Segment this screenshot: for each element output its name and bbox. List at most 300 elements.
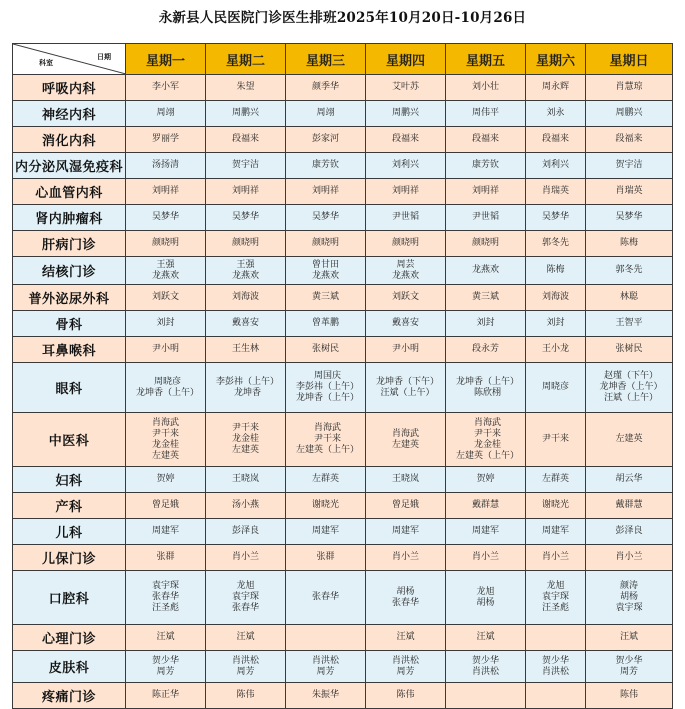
doctor-cell bbox=[526, 257, 586, 285]
doctor-cell bbox=[526, 231, 586, 257]
doctor-cell bbox=[366, 311, 446, 337]
doctor-cell bbox=[526, 363, 586, 413]
doctor-name: 龙旭 bbox=[546, 581, 565, 591]
doctor-name: 陈梅 bbox=[619, 238, 638, 248]
doctor-cell bbox=[446, 337, 526, 363]
doctor-cell bbox=[586, 413, 673, 467]
doctor-name: 袁宇琛 bbox=[231, 592, 259, 602]
doctor-cell bbox=[446, 75, 526, 101]
doctor-name: 周鹏兴 bbox=[391, 108, 419, 118]
doctor-cell bbox=[206, 545, 286, 571]
doctor-name: 周建军 bbox=[151, 526, 179, 536]
table-row bbox=[13, 651, 673, 683]
doctor-name: 段福来 bbox=[541, 134, 569, 144]
doctor-cell bbox=[526, 337, 586, 363]
doctor-name: 吴梦华 bbox=[151, 212, 179, 222]
doctor-name: 尹世韬 bbox=[391, 212, 419, 222]
doctor-name: 赵瑾（下午） bbox=[603, 371, 658, 381]
table-row bbox=[13, 519, 673, 545]
doctor-cell bbox=[286, 311, 366, 337]
doctor-cell bbox=[586, 651, 673, 683]
doctor-name: 刘明祥 bbox=[231, 186, 259, 196]
corner-cell bbox=[13, 44, 126, 75]
doctor-cell bbox=[206, 205, 286, 231]
dept-name: 心理门诊 bbox=[13, 625, 126, 651]
dept-name: 呼吸内科 bbox=[13, 75, 126, 101]
doctor-name: 刘明祥 bbox=[311, 186, 339, 196]
doctor-name: 龙旭 bbox=[236, 581, 255, 591]
doctor-cell bbox=[286, 683, 366, 709]
doctor-name: 汪斌 bbox=[619, 632, 638, 642]
doctor-cell bbox=[586, 285, 673, 311]
doctor-cell bbox=[586, 311, 673, 337]
doctor-name: 李彭祎（上午） bbox=[215, 376, 279, 387]
doctor-cell bbox=[586, 75, 673, 101]
doctor-name: 尹干来 bbox=[231, 423, 259, 433]
doctor-name: 左建英 bbox=[151, 450, 179, 461]
doctor-name: 肖小兰 bbox=[231, 552, 259, 562]
doctor-name: 张春华 bbox=[231, 603, 259, 613]
date-header-label: 日期 bbox=[97, 53, 111, 61]
doctor-cell bbox=[526, 651, 586, 683]
doctor-name: 张树民 bbox=[311, 344, 339, 354]
table-row bbox=[13, 75, 673, 101]
doctor-name: 段福来 bbox=[615, 134, 643, 144]
doctor-cell bbox=[586, 683, 673, 709]
doctor-name: 颜涛 bbox=[619, 581, 638, 591]
doctor-cell bbox=[526, 153, 586, 179]
doctor-cell bbox=[446, 683, 526, 709]
doctor-name: 陈欣栩 bbox=[473, 387, 501, 398]
doctor-name: 肖小兰 bbox=[615, 552, 643, 562]
doctor-cell bbox=[366, 493, 446, 519]
doctor-name: 龙坤香（下午） bbox=[375, 376, 439, 387]
doctor-cell bbox=[366, 625, 446, 651]
doctor-cell bbox=[206, 493, 286, 519]
doctor-cell bbox=[526, 519, 586, 545]
doctor-cell bbox=[446, 413, 526, 467]
doctor-name: 吴梦华 bbox=[615, 212, 643, 222]
doctor-name: 肖小兰 bbox=[471, 552, 499, 562]
doctor-name: 肖瑞英 bbox=[615, 186, 643, 196]
doctor-cell bbox=[206, 75, 286, 101]
doctor-name: 周芳 bbox=[396, 666, 415, 677]
doctor-cell bbox=[126, 153, 206, 179]
doctor-cell bbox=[126, 363, 206, 413]
doctor-name: 贺宇洁 bbox=[615, 160, 643, 170]
doctor-name: 左建英 bbox=[615, 434, 643, 444]
doctor-cell bbox=[126, 101, 206, 127]
dept-name: 疼痛门诊 bbox=[13, 683, 126, 709]
doctor-cell bbox=[586, 257, 673, 285]
dept-name: 皮肤科 bbox=[13, 651, 126, 683]
doctor-cell bbox=[526, 413, 586, 467]
doctor-cell bbox=[286, 101, 366, 127]
doctor-cell bbox=[446, 363, 526, 413]
doctor-name: 尹干来 bbox=[541, 434, 569, 444]
doctor-name: 刘明祥 bbox=[471, 186, 499, 196]
doctor-name: 肖海武 bbox=[391, 428, 419, 439]
doctor-name: 王智平 bbox=[615, 318, 643, 328]
doctor-name: 龙燕欢 bbox=[151, 270, 179, 281]
doctor-cell bbox=[526, 683, 586, 709]
table-row bbox=[13, 363, 673, 413]
doctor-name: 贺少华 bbox=[615, 655, 643, 666]
doctor-cell bbox=[586, 101, 673, 127]
page-title: 永新县人民医院门诊医生排班2025年10月20日-10月26日 bbox=[158, 10, 527, 26]
doctor-name: 戴喜安 bbox=[231, 318, 259, 328]
doctor-cell bbox=[286, 363, 366, 413]
header-row bbox=[13, 44, 673, 75]
doctor-cell bbox=[526, 179, 586, 205]
doctor-name: 王晓岚 bbox=[391, 474, 419, 484]
doctor-cell bbox=[126, 683, 206, 709]
doctor-name: 周翊 bbox=[316, 108, 335, 118]
dept-name: 口腔科 bbox=[13, 571, 126, 625]
doctor-name: 汪圣彪 bbox=[541, 603, 569, 613]
doctor-name: 尹小明 bbox=[391, 344, 419, 354]
doctor-cell bbox=[126, 75, 206, 101]
schedule-table bbox=[12, 43, 673, 709]
doctor-cell bbox=[286, 545, 366, 571]
doctor-name: 罗丽学 bbox=[151, 134, 179, 144]
doctor-cell bbox=[286, 651, 366, 683]
doctor-cell bbox=[286, 337, 366, 363]
doctor-name: 刘封 bbox=[156, 318, 175, 328]
doctor-name: 龙坤香（上午） bbox=[135, 387, 199, 398]
doctor-name: 贺婷 bbox=[476, 474, 495, 484]
doctor-name: 周永辉 bbox=[541, 82, 569, 92]
doctor-cell bbox=[446, 285, 526, 311]
doctor-name: 胡杨 bbox=[476, 597, 495, 608]
doctor-name: 左建英（上午） bbox=[455, 450, 519, 461]
doctor-name: 肖海武 bbox=[151, 417, 179, 428]
doctor-name: 周芳 bbox=[619, 666, 638, 677]
day-header: 星期二 bbox=[206, 44, 286, 75]
doctor-cell bbox=[366, 413, 446, 467]
doctor-name: 刘明祥 bbox=[151, 186, 179, 196]
doctor-name: 陈梅 bbox=[546, 265, 565, 275]
doctor-name: 段福来 bbox=[471, 134, 499, 144]
doctor-name: 颜晓明 bbox=[471, 238, 499, 248]
doctor-name: 周翊 bbox=[156, 108, 175, 118]
doctor-name: 龙燕欢 bbox=[471, 265, 499, 275]
doctor-name: 周国庆 bbox=[313, 371, 341, 381]
doctor-name: 龙金桂 bbox=[473, 439, 501, 450]
doctor-name: 龙坤香（上午） bbox=[599, 382, 663, 392]
doctor-name: 王晓岚 bbox=[231, 474, 259, 484]
doctor-name: 刘跃文 bbox=[391, 292, 419, 302]
doctor-cell bbox=[206, 683, 286, 709]
doctor-cell bbox=[206, 625, 286, 651]
doctor-cell bbox=[366, 571, 446, 625]
doctor-name: 袁宇琛 bbox=[615, 603, 643, 613]
doctor-cell bbox=[446, 311, 526, 337]
doctor-cell bbox=[586, 153, 673, 179]
doctor-name: 戴喜安 bbox=[391, 318, 419, 328]
doctor-name: 贺少华 bbox=[151, 655, 179, 666]
doctor-name: 王强 bbox=[236, 259, 255, 270]
doctor-name: 刘明祥 bbox=[391, 186, 419, 196]
doctor-name: 李小军 bbox=[151, 82, 179, 92]
doctor-cell bbox=[126, 493, 206, 519]
doctor-name: 陈伟 bbox=[236, 690, 255, 700]
doctor-name: 汪斌 bbox=[396, 632, 415, 642]
doctor-name: 周芳 bbox=[236, 666, 255, 677]
doctor-name: 吴梦华 bbox=[231, 212, 259, 222]
doctor-cell bbox=[126, 571, 206, 625]
doctor-name: 周晓彦 bbox=[153, 376, 181, 387]
doctor-name: 龙坤香（上午） bbox=[455, 376, 519, 387]
doctor-cell bbox=[526, 101, 586, 127]
doctor-cell bbox=[526, 205, 586, 231]
doctor-cell bbox=[586, 127, 673, 153]
doctor-cell bbox=[366, 683, 446, 709]
doctor-cell bbox=[446, 179, 526, 205]
doctor-cell bbox=[366, 257, 446, 285]
doctor-cell bbox=[366, 205, 446, 231]
doctor-name: 尹小明 bbox=[151, 344, 179, 354]
doctor-name: 吴梦华 bbox=[311, 212, 339, 222]
doctor-cell bbox=[366, 545, 446, 571]
doctor-cell bbox=[126, 231, 206, 257]
doctor-cell bbox=[526, 75, 586, 101]
doctor-cell bbox=[366, 153, 446, 179]
doctor-name: 肖洪松 bbox=[471, 666, 499, 677]
doctor-cell bbox=[126, 311, 206, 337]
doctor-cell bbox=[206, 571, 286, 625]
doctor-cell bbox=[126, 205, 206, 231]
dept-name: 产科 bbox=[13, 493, 126, 519]
doctor-cell bbox=[286, 519, 366, 545]
doctor-name: 周伟平 bbox=[471, 108, 499, 118]
doctor-cell bbox=[286, 153, 366, 179]
day-header: 星期一 bbox=[126, 44, 206, 75]
doctor-name: 颜晓明 bbox=[311, 238, 339, 248]
doctor-cell bbox=[446, 205, 526, 231]
doctor-cell bbox=[286, 205, 366, 231]
doctor-name: 贺少华 bbox=[541, 655, 569, 666]
doctor-name: 陈伟 bbox=[396, 690, 415, 700]
doctor-cell bbox=[526, 311, 586, 337]
dept-name: 儿科 bbox=[13, 519, 126, 545]
doctor-cell bbox=[206, 651, 286, 683]
doctor-cell bbox=[206, 179, 286, 205]
doctor-cell bbox=[286, 571, 366, 625]
table-row bbox=[13, 285, 673, 311]
doctor-cell bbox=[286, 257, 366, 285]
doctor-name: 龙燕欢 bbox=[311, 270, 339, 281]
doctor-cell bbox=[446, 625, 526, 651]
doctor-cell bbox=[286, 625, 366, 651]
doctor-name: 曾革鹏 bbox=[311, 318, 339, 328]
doctor-name: 周芳 bbox=[156, 666, 175, 677]
doctor-name: 陈伟 bbox=[619, 690, 638, 700]
table-row bbox=[13, 683, 673, 709]
dept-name: 肝病门诊 bbox=[13, 231, 126, 257]
doctor-cell bbox=[586, 179, 673, 205]
doctor-name: 颜晓明 bbox=[231, 238, 259, 248]
doctor-cell bbox=[366, 285, 446, 311]
doctor-cell bbox=[206, 337, 286, 363]
table-row bbox=[13, 179, 673, 205]
doctor-cell bbox=[446, 493, 526, 519]
doctor-name: 肖小兰 bbox=[391, 552, 419, 562]
doctor-name: 曾足娥 bbox=[391, 500, 419, 510]
dept-name: 结核门诊 bbox=[13, 257, 126, 285]
doctor-cell bbox=[126, 625, 206, 651]
doctor-name: 胡云华 bbox=[615, 474, 643, 484]
table-row bbox=[13, 205, 673, 231]
doctor-cell bbox=[526, 467, 586, 493]
dept-name: 消化内科 bbox=[13, 127, 126, 153]
doctor-cell bbox=[366, 337, 446, 363]
doctor-name: 肖海武 bbox=[473, 417, 501, 428]
doctor-name: 龙旭 bbox=[476, 586, 495, 597]
doctor-name: 周建军 bbox=[471, 526, 499, 536]
doctor-cell bbox=[286, 231, 366, 257]
doctor-name: 张群 bbox=[156, 552, 175, 562]
table-row bbox=[13, 311, 673, 337]
doctor-cell bbox=[126, 519, 206, 545]
doctor-name: 周鹏兴 bbox=[615, 108, 643, 118]
doctor-name: 刘海波 bbox=[541, 292, 569, 302]
doctor-cell bbox=[446, 545, 526, 571]
doctor-cell bbox=[206, 413, 286, 467]
dept-name: 儿保门诊 bbox=[13, 545, 126, 571]
doctor-name: 胡杨 bbox=[619, 592, 638, 602]
table-row bbox=[13, 337, 673, 363]
dept-name: 妇科 bbox=[13, 467, 126, 493]
doctor-cell bbox=[286, 179, 366, 205]
table-row bbox=[13, 467, 673, 493]
doctor-name: 汪斌（上午） bbox=[380, 387, 435, 398]
doctor-cell bbox=[446, 101, 526, 127]
doctor-name: 周建军 bbox=[391, 526, 419, 536]
doctor-name: 尹干来 bbox=[473, 428, 501, 439]
doctor-name: 张春华 bbox=[391, 597, 419, 608]
doctor-name: 段永芳 bbox=[471, 344, 499, 354]
dept-name: 神经内科 bbox=[13, 101, 126, 127]
doctor-name: 龙坤香（上午） bbox=[295, 393, 359, 403]
doctor-cell bbox=[286, 413, 366, 467]
doctor-name: 周芸 bbox=[396, 259, 415, 270]
doctor-cell bbox=[126, 651, 206, 683]
doctor-cell bbox=[446, 467, 526, 493]
doctor-cell bbox=[586, 571, 673, 625]
dept-name: 眼科 bbox=[13, 363, 126, 413]
doctor-cell bbox=[286, 127, 366, 153]
doctor-name: 周建军 bbox=[311, 526, 339, 536]
day-header: 星期日 bbox=[586, 44, 673, 75]
doctor-name: 左群英 bbox=[311, 474, 339, 484]
doctor-name: 艾叶苏 bbox=[391, 82, 419, 92]
doctor-name: 肖洪松 bbox=[391, 655, 419, 666]
table-row bbox=[13, 257, 673, 285]
doctor-name: 康芳钦 bbox=[311, 160, 339, 170]
table-row bbox=[13, 153, 673, 179]
doctor-name: 周建军 bbox=[541, 526, 569, 536]
doctor-name: 龙坤香 bbox=[233, 387, 261, 398]
doctor-name: 颜晓明 bbox=[151, 238, 179, 248]
doctor-name: 龙金桂 bbox=[151, 439, 179, 450]
doctor-name: 周鹏兴 bbox=[231, 108, 259, 118]
doctor-cell bbox=[446, 651, 526, 683]
doctor-name: 颜晓明 bbox=[391, 238, 419, 248]
doctor-name: 朱望 bbox=[236, 82, 255, 92]
doctor-name: 周芳 bbox=[316, 666, 335, 677]
doctor-name: 朱振华 bbox=[311, 690, 339, 700]
doctor-cell bbox=[126, 467, 206, 493]
table-row bbox=[13, 231, 673, 257]
doctor-cell bbox=[366, 519, 446, 545]
doctor-name: 周晓彦 bbox=[541, 382, 569, 392]
day-header: 星期五 bbox=[446, 44, 526, 75]
doctor-name: 刘小壮 bbox=[471, 82, 499, 92]
doctor-name: 刘封 bbox=[476, 318, 495, 328]
doctor-name: 刘海波 bbox=[231, 292, 259, 302]
doctor-cell bbox=[366, 127, 446, 153]
doctor-name: 王生林 bbox=[231, 344, 259, 354]
doctor-cell bbox=[446, 571, 526, 625]
doctor-name: 张春华 bbox=[151, 592, 179, 602]
table-row bbox=[13, 127, 673, 153]
doctor-name: 刘跃文 bbox=[151, 292, 179, 302]
doctor-cell bbox=[526, 545, 586, 571]
dept-name: 肾内肿瘤科 bbox=[13, 205, 126, 231]
doctor-name: 尹干来 bbox=[313, 434, 341, 444]
doctor-name: 彭家河 bbox=[311, 134, 339, 144]
table-row bbox=[13, 545, 673, 571]
doctor-name: 汪斌（上午） bbox=[603, 393, 658, 403]
doctor-cell bbox=[586, 519, 673, 545]
doctor-cell bbox=[126, 413, 206, 467]
doctor-cell bbox=[586, 545, 673, 571]
doctor-name: 张树民 bbox=[615, 344, 643, 354]
doctor-cell bbox=[126, 545, 206, 571]
doctor-cell bbox=[366, 231, 446, 257]
doctor-name: 段福来 bbox=[231, 134, 259, 144]
table-row bbox=[13, 625, 673, 651]
doctor-name: 肖慧琼 bbox=[615, 82, 643, 92]
doctor-name: 陈正华 bbox=[151, 690, 179, 700]
doctor-name: 郭冬先 bbox=[541, 238, 569, 248]
doctor-cell bbox=[206, 285, 286, 311]
doctor-name: 曾足娥 bbox=[151, 500, 179, 510]
doctor-name: 肖洪松 bbox=[311, 655, 339, 666]
doctor-cell bbox=[206, 363, 286, 413]
doctor-name: 张群 bbox=[316, 552, 335, 562]
doctor-name: 尹干来 bbox=[151, 428, 179, 439]
doctor-cell bbox=[126, 337, 206, 363]
doctor-cell bbox=[586, 205, 673, 231]
doctor-name: 贺少华 bbox=[471, 655, 499, 666]
doctor-cell bbox=[446, 127, 526, 153]
doctor-name: 左建英 bbox=[231, 445, 259, 455]
doctor-name: 刘永 bbox=[546, 108, 565, 118]
doctor-name: 袁宇琛 bbox=[151, 581, 179, 591]
doctor-name: 汪圣彪 bbox=[151, 603, 179, 613]
day-header: 星期四 bbox=[366, 44, 446, 75]
doctor-name: 谢晓光 bbox=[311, 500, 339, 510]
doctor-cell bbox=[446, 257, 526, 285]
doctor-name: 颜季华 bbox=[311, 82, 339, 92]
doctor-name: 刘利兴 bbox=[541, 160, 569, 170]
doctor-name: 肖洪松 bbox=[541, 666, 569, 677]
doctor-cell bbox=[126, 179, 206, 205]
doctor-name: 贺婷 bbox=[156, 474, 175, 484]
doctor-cell bbox=[526, 285, 586, 311]
